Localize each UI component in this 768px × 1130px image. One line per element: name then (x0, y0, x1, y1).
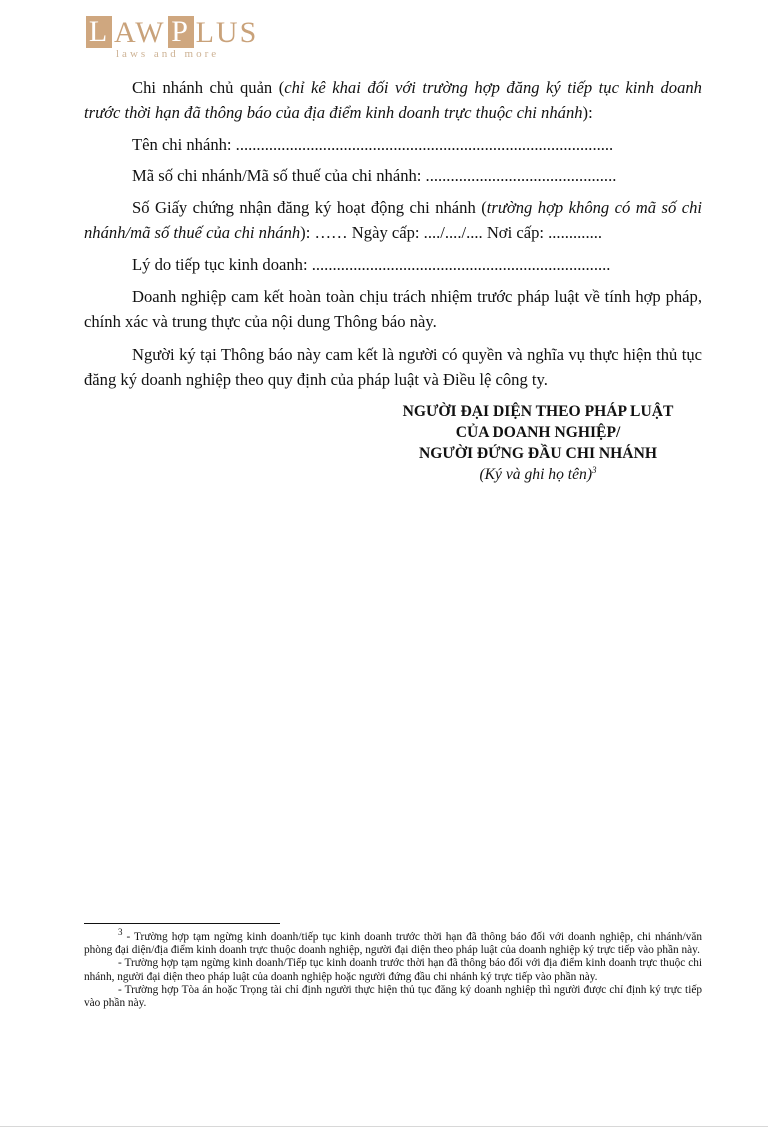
reason-line: Lý do tiếp tục kinh doanh: ........................................................................ (132, 255, 611, 275)
certificate-label: Số Giấy chứng nhận đăng ký hoạt động chi nhánh ( (132, 197, 487, 217)
parent-branch-label: Chi nhánh chủ quản ( (132, 78, 285, 97)
certificate-tail: ): …… Ngày cấp: ..../..../.... Nơi cấp: ............. (300, 223, 603, 243)
page-edge (0, 1126, 768, 1127)
logo-word-part1: AW (114, 16, 166, 49)
signature-note-text: (Ký và ghi họ tên) (479, 466, 593, 483)
logo-box-l: L (86, 16, 112, 48)
commitment-paragraph-2: Người ký tại Thông báo này cam kết là người có quyền và nghĩa vụ thực hiện thủ tục đăng ký doanh nghiệp theo quy định của pháp luật và Điều lệ công ty. (84, 344, 702, 390)
certificate-paragraph (84, 195, 702, 246)
signature-note (370, 464, 706, 485)
footnote-item-2: - Trường hợp tạm ngừng kinh doanh/Tiếp tục kinh doanh trước thời hạn đã thông báo đối với địa điểm kinh doanh trực thuộc chi nhánh, người đại diện theo pháp luật của doanh nghiệp hoặc người đứng đầu chi nhánh ký trực tiếp vào phần này. (84, 957, 702, 983)
branch-code-line: Mã số chi nhánh/Mã số thuế của chi nhánh: .............................................. (132, 166, 617, 186)
branch-name-line: Tên chi nhánh: ........................................................................................... (132, 134, 614, 154)
signature-block (370, 401, 706, 485)
logo-wordmark (84, 14, 258, 48)
logo-word-part2: LUS (195, 16, 259, 49)
parent-branch-instruction: chỉ kê khai đối với trường hợp đăng ký tiếp tục kinh doanh trước thời hạn đã thông báo của địa điểm kinh doanh trực thuộc chi nhánh (84, 78, 702, 123)
parent-branch-paragraph (84, 75, 702, 126)
logo-tagline: laws and more (116, 48, 220, 60)
logo-box-p: P (168, 16, 194, 48)
signature-footnote-ref: 3 (592, 464, 597, 475)
footnote-item-3: - Trường hợp Tòa án hoặc Trọng tài chỉ định người thực hiện thủ tục đăng ký doanh nghiệp thì người được chỉ định ký trực tiếp vào phần này. (84, 983, 702, 1010)
certificate-instruction: trường hợp không có mã số chi nhánh/mã số thuế của chi nhánh (84, 197, 702, 243)
footnote-item-1-text: - Trường hợp tạm ngừng kinh doanh/tiếp tục kinh doanh trước thời hạn đã thông báo đối với doanh nghiệp, chi nhánh/văn phòng đại diện/địa điểm kinh doanh trực thuộc doanh nghiệp, người đại diện theo pháp luật của doanh nghiệp ký trực tiếp vào phần này. (84, 931, 702, 957)
parent-branch-tail: ): (582, 103, 593, 123)
document-body (84, 75, 702, 392)
footnote (84, 927, 702, 1010)
signature-title-1: NGƯỜI ĐẠI DIỆN THEO PHÁP LUẬT (402, 403, 674, 420)
lawplus-logo (84, 14, 274, 60)
footnote-item-1 (84, 927, 702, 957)
footnote-rule (84, 923, 280, 924)
signature-title-2: CỦA DOANH NGHIỆP/ (455, 424, 621, 441)
commitment-paragraph-1: Doanh nghiệp cam kết hoàn toàn chịu trách nhiệm trước pháp luật về tính hợp pháp, chính xác và trung thực của nội dung Thông báo này. (84, 286, 702, 332)
footnote-marker: 3 (118, 927, 123, 938)
signature-title-3: NGƯỜI ĐỨNG ĐẦU CHI NHÁNH (419, 445, 657, 462)
